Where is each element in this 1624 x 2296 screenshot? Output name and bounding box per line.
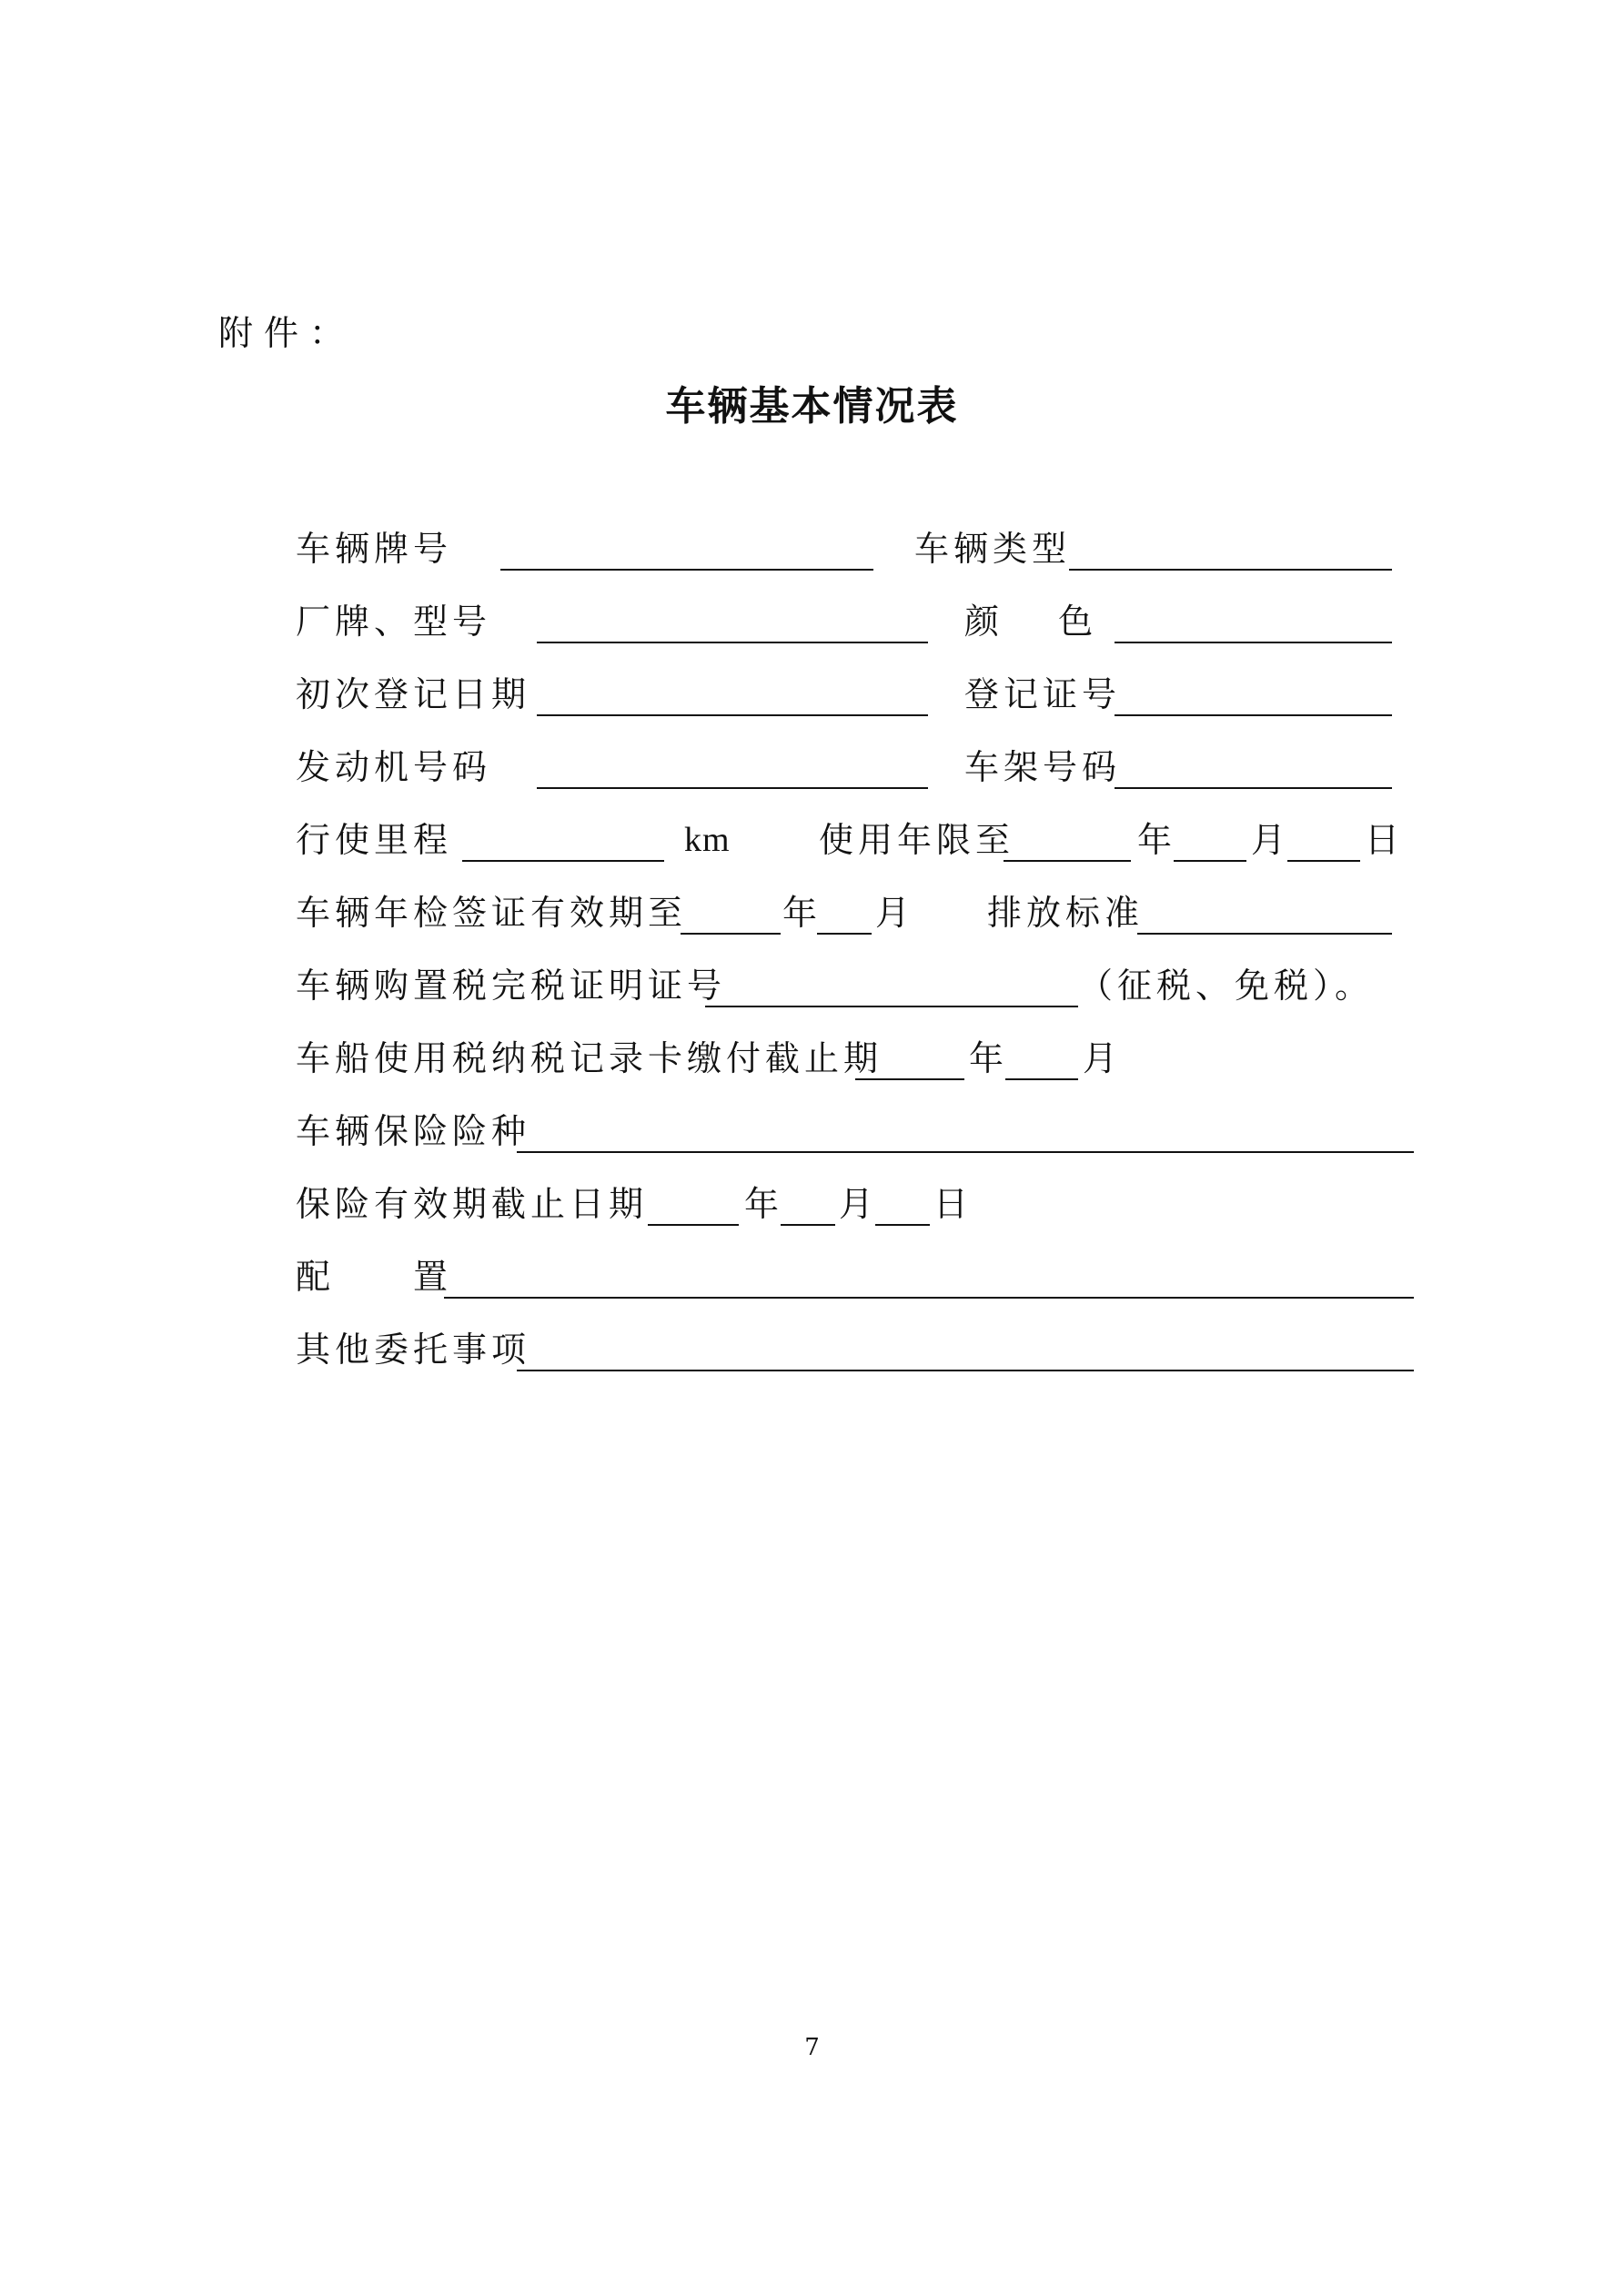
service-life-day-field[interactable] <box>1287 860 1360 862</box>
vessel-tax-year-unit: 年 <box>969 1038 1009 1078</box>
insurance-expiry-label: 保险有效期截止日期 <box>296 1184 649 1224</box>
purchase-tax-note: （征税、免税）。 <box>1078 966 1375 1006</box>
mileage-field[interactable] <box>462 860 664 862</box>
insurance-expiry-month-unit: 月 <box>839 1184 879 1224</box>
insurance-expiry-year-unit: 年 <box>744 1184 784 1224</box>
vehicle-type-field[interactable] <box>1069 569 1392 571</box>
insurance-types-label: 车辆保险险种 <box>296 1111 531 1151</box>
vehicle-type-label: 车辆类型 <box>914 529 1072 569</box>
insurance-expiry-year-field[interactable] <box>648 1224 739 1226</box>
color-field[interactable] <box>1115 642 1392 643</box>
frame-number-field[interactable] <box>1115 787 1392 789</box>
other-matters-label: 其他委托事项 <box>296 1330 531 1370</box>
frame-number-label: 车架号码 <box>964 747 1122 787</box>
purchase-tax-field[interactable] <box>705 1006 1078 1007</box>
annual-inspection-year-unit: 年 <box>782 893 822 933</box>
plate-number-field[interactable] <box>500 569 873 571</box>
vessel-tax-year-field[interactable] <box>855 1078 964 1080</box>
emission-standard-label: 排放标准 <box>987 893 1145 933</box>
purchase-tax-label: 车辆购置税完税证明证号 <box>296 966 727 1006</box>
brand-model-field[interactable] <box>537 642 928 643</box>
annual-inspection-month-unit: 月 <box>875 893 915 933</box>
service-life-year-unit: 年 <box>1137 820 1177 860</box>
insurance-expiry-day-field[interactable] <box>875 1224 930 1226</box>
annual-inspection-month-field[interactable] <box>817 933 872 935</box>
insurance-expiry-month-field[interactable] <box>781 1224 835 1226</box>
brand-model-label: 厂牌、型号 <box>296 602 492 642</box>
annual-inspection-year-field[interactable] <box>681 933 781 935</box>
vessel-tax-month-unit: 月 <box>1083 1038 1123 1078</box>
vessel-tax-label: 车船使用税纳税记录卡缴付截止期 <box>296 1038 883 1078</box>
mileage-label: 行使里程 <box>296 820 453 860</box>
registration-cert-no-field[interactable] <box>1115 714 1392 716</box>
service-life-label: 使用年限至 <box>819 820 1015 860</box>
engine-number-field[interactable] <box>537 787 928 789</box>
insurance-expiry-day-unit: 日 <box>933 1184 973 1224</box>
mileage-unit: km <box>684 821 731 859</box>
service-life-year-field[interactable] <box>1004 860 1131 862</box>
service-life-month-field[interactable] <box>1174 860 1246 862</box>
configuration-label: 配 置 <box>296 1257 453 1297</box>
configuration-field[interactable] <box>444 1297 1414 1299</box>
emission-standard-field[interactable] <box>1137 933 1392 935</box>
other-matters-field[interactable] <box>517 1370 1414 1371</box>
registration-cert-no-label: 登记证号 <box>964 674 1122 714</box>
first-registration-date-label: 初次登记日期 <box>296 674 531 714</box>
insurance-types-field[interactable] <box>517 1151 1414 1153</box>
service-life-day-unit: 日 <box>1365 820 1405 860</box>
vessel-tax-month-field[interactable] <box>1005 1078 1078 1080</box>
service-life-month-unit: 月 <box>1251 820 1291 860</box>
page-title: 车辆基本情况表 <box>665 383 959 430</box>
page-number: 7 <box>804 2034 820 2061</box>
attachment-label: 附件： <box>218 313 356 353</box>
plate-number-label: 车辆牌号 <box>296 529 453 569</box>
annual-inspection-label: 车辆年检签证有效期至 <box>296 893 688 933</box>
first-registration-date-field[interactable] <box>537 714 928 716</box>
color-label: 颜 色 <box>964 602 1098 642</box>
engine-number-label: 发动机号码 <box>296 747 492 787</box>
